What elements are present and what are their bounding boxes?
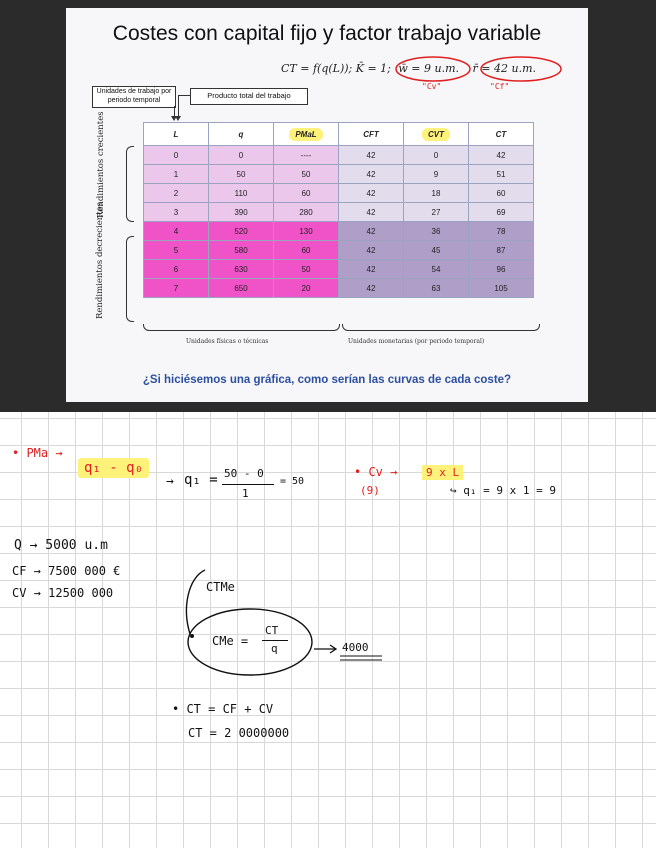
cell-l: 0 [144,146,209,165]
cell-cvt: 18 [404,184,469,203]
note-cme-den: q [271,642,278,655]
cell-cvt: 45 [404,241,469,260]
note-cme-bar [262,640,288,641]
note-cme-lhs: CMe = [212,634,249,648]
note-cv-label: • Cv → [354,465,398,479]
cell-l: 6 [144,260,209,279]
cell-l: 2 [144,184,209,203]
table-row [144,184,534,203]
arrow-product-v [178,95,179,118]
cell-q: 520 [209,222,274,241]
table-body [144,146,534,298]
note-q-line: Q → 5000 u.m [14,538,108,553]
caption-physical: Unidades físicas o técnicas [186,338,269,345]
slide-question: ¿Si hiciésemos una gráfica, como serían las curvas de cada coste? [142,374,512,386]
cell-l: 4 [144,222,209,241]
cell-pmal: 60 [274,241,339,260]
cell-cft: 42 [339,260,404,279]
note-cv-line: CV → 12500 000 [12,586,114,600]
cell-cft: 42 [339,222,404,241]
table-row [144,203,534,222]
note-cf-line: CF → 7500 000 € [12,564,121,578]
cell-q: 50 [209,165,274,184]
cell-q: 580 [209,241,274,260]
header-q: q [209,123,274,146]
lecture-slide [66,8,588,402]
cme-arrow [314,645,336,653]
cell-ct: 105 [469,279,534,298]
cell-pmal: 60 [274,184,339,203]
formula-rent: r̄ = 42 u.m. [472,62,537,75]
handwritten-shapes [0,412,656,848]
brace-decrecientes [126,236,134,322]
label-product-box: Producto total del trabajo [190,88,308,105]
cell-q: 390 [209,203,274,222]
cell-cft: 42 [339,184,404,203]
cell-l: 7 [144,279,209,298]
cell-l: 3 [144,203,209,222]
arrowhead-product [175,116,181,121]
cell-cvt: 54 [404,260,469,279]
red-circle-rent [481,57,561,81]
note-ct-value: CT = 2 0000000 [188,726,290,740]
cell-pmal: 280 [274,203,339,222]
ctme-bracket [186,570,205,634]
cell-cft: 42 [339,241,404,260]
note-pma-formula: q₁ - q₀ [78,458,149,478]
cell-q: 630 [209,260,274,279]
cme-result-underline [340,656,382,660]
table-row [144,222,534,241]
annot-cf: "Cf" [490,82,510,91]
header-l: L [144,123,209,146]
red-circle-wage [396,57,470,81]
bullet-dot [190,634,194,638]
cell-ct: 60 [469,184,534,203]
header-cft: CFT [339,123,404,146]
cell-cvt: 36 [404,222,469,241]
cell-ct: 96 [469,260,534,279]
note-frac-den: 1 [242,487,249,500]
note-ctme: CTMe [206,580,235,594]
note-cv-highlight: 9 x L [422,465,463,480]
note-pma-label: • PMa → [12,446,63,460]
brace-physical [143,324,340,331]
table-header-row [144,123,534,146]
header-cvt-highlight: CVT [422,128,450,141]
formula-wage: w̄ = 9 u.m. [398,62,460,75]
cell-ct: 51 [469,165,534,184]
cell-cvt: 27 [404,203,469,222]
cell-pmal: 50 [274,260,339,279]
brace-crecientes [126,146,134,222]
slide-title: Costes con capital fijo y factor trabajo variable [112,22,542,45]
cell-cft: 42 [339,203,404,222]
note-frac-result: = 50 [280,476,305,487]
header-ct: CT [469,123,534,146]
note-arrow-1: → [166,474,174,489]
cell-ct: 78 [469,222,534,241]
handwritten-notes-grid [0,412,656,848]
note-cme-num: CT [265,624,279,637]
cell-cvt: 9 [404,165,469,184]
cell-q: 0 [209,146,274,165]
label-units-box: Unidades de trabajo por periodo temporal [92,86,176,108]
group-label-decrecientes: Rendimientos decrecientes [95,201,105,319]
cell-l: 1 [144,165,209,184]
note-q1-eq: q₁ = [184,472,218,488]
cell-ct: 87 [469,241,534,260]
header-cvt [404,123,469,146]
note-cv-result: ↪ q₁ = 9 x 1 = 9 [450,484,556,497]
note-frac-num: 50 - 0 [224,467,264,480]
cell-ct: 69 [469,203,534,222]
cost-table [143,122,534,298]
note-cv-sub: (9) [360,484,380,497]
caption-monetary: Unidades monetarias (por periodo temporal) [348,338,485,345]
cme-ellipse [188,609,312,675]
table-row [144,146,534,165]
cell-ct: 42 [469,146,534,165]
annot-cv: "Cv" [422,82,442,91]
cell-pmal: 50 [274,165,339,184]
table-row [144,279,534,298]
header-pmal [274,123,339,146]
formula-prefix: CT = f(q(L)); K̄ = 1; [281,62,391,75]
header-pmal-highlight: PMaL [289,128,322,141]
cell-cft: 42 [339,165,404,184]
cell-q: 110 [209,184,274,203]
cell-cvt: 0 [404,146,469,165]
note-cme-result: 4000 [342,641,369,654]
cell-cft: 42 [339,146,404,165]
table-row [144,260,534,279]
arrow-product-h [178,95,190,96]
cell-l: 5 [144,241,209,260]
group-label-crecientes: Rendimientos crecientes [96,111,106,218]
brace-monetary [342,324,540,331]
cell-pmal: ---- [274,146,339,165]
cell-cvt: 63 [404,279,469,298]
cell-q: 650 [209,279,274,298]
table-row [144,241,534,260]
note-ct-formula: • CT = CF + CV [172,702,274,716]
cell-cft: 42 [339,279,404,298]
cell-pmal: 20 [274,279,339,298]
cell-pmal: 130 [274,222,339,241]
table-row [144,165,534,184]
